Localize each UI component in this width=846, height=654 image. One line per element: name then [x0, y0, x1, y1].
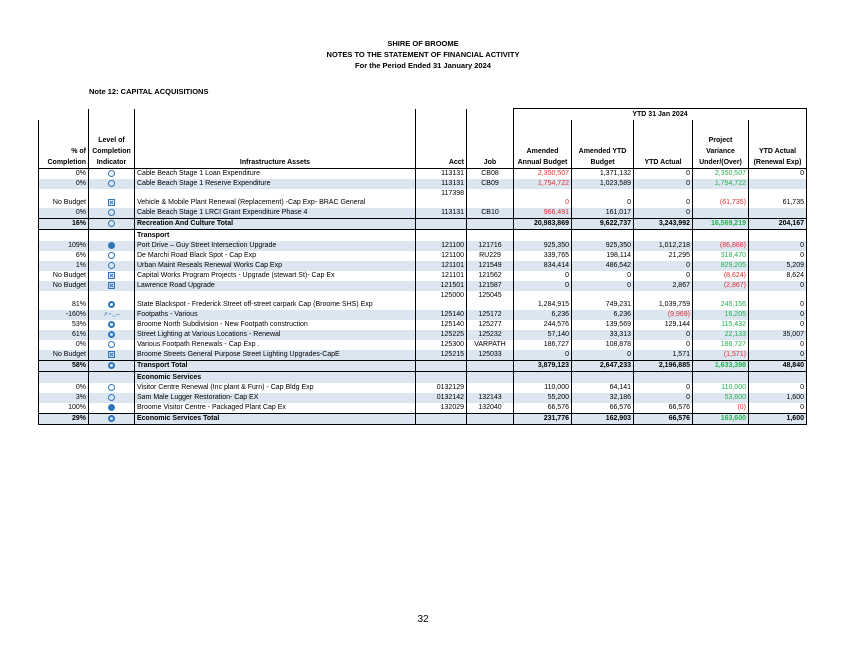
- job-code: [467, 189, 514, 208]
- renewal-exp: 0: [749, 350, 807, 361]
- renewal-exp: 0: [749, 383, 807, 393]
- variance: (86,868): [693, 241, 749, 251]
- completion-pct: 6%: [39, 251, 89, 261]
- acct-code: 125140: [416, 310, 467, 320]
- acct-code: 132029: [416, 403, 467, 414]
- amended-budget: 1,754,722: [514, 179, 572, 189]
- level-indicator: [89, 271, 135, 281]
- renewal-exp: 48,840: [749, 361, 807, 372]
- note-title: Note 12: CAPITAL ACQUISITIONS: [89, 87, 209, 96]
- dot-circle-icon: [108, 321, 115, 328]
- job-code: 125045: [467, 291, 514, 310]
- dot-circle-icon: [108, 415, 115, 422]
- level-indicator: [89, 393, 135, 403]
- table-row: [39, 350, 807, 361]
- col-ytd-budget: Amended YTD Budget: [572, 120, 634, 169]
- level-indicator: [89, 383, 135, 393]
- col-acct: Acct: [416, 120, 467, 169]
- ytd-budget: 749,231: [572, 291, 634, 310]
- table-row: [39, 179, 807, 189]
- amended-budget: 339,765: [514, 251, 572, 261]
- dot-circle-icon: [108, 301, 115, 308]
- job-code: 125232: [467, 330, 514, 340]
- empty-circle-icon: [108, 384, 115, 391]
- ytd-actual: 2,867: [634, 281, 693, 291]
- acct-code: [416, 219, 467, 230]
- table-row: [39, 241, 807, 251]
- renewal-exp: 204,167: [749, 219, 807, 230]
- job-code: CB08: [467, 169, 514, 180]
- ytd-budget: 32,186: [572, 393, 634, 403]
- acct-code: 125140: [416, 320, 467, 330]
- table-row: [39, 330, 807, 340]
- amended-budget: 244,576: [514, 320, 572, 330]
- job-code: [467, 383, 514, 393]
- ytd-actual: (9,969): [634, 310, 693, 320]
- ytd-actual: 66,576: [634, 414, 693, 425]
- acct-code: 0132129: [416, 383, 467, 393]
- ytd-actual: 129,144: [634, 320, 693, 330]
- job-code: 125172: [467, 310, 514, 320]
- asset-name: State Blackspot - Frederick Street off-street carpark Cap (Broome SHS) Exp: [135, 291, 416, 310]
- col-asset: Infrastructure Assets: [135, 120, 416, 169]
- empty-circle-icon: [108, 220, 115, 227]
- level-indicator: [89, 189, 135, 208]
- variance: (1,571): [693, 350, 749, 361]
- amended-budget: 925,350: [514, 241, 572, 251]
- ytd-actual: 0: [634, 208, 693, 219]
- column-header-row: [39, 120, 807, 169]
- variance: 1,754,722: [693, 179, 749, 189]
- job-code: 121716: [467, 241, 514, 251]
- renewal-exp: 0: [749, 169, 807, 180]
- renewal-exp: 1,600: [749, 414, 807, 425]
- completion-pct: 0%: [39, 208, 89, 219]
- table-row: [39, 271, 807, 281]
- ytd-actual: 0: [634, 271, 693, 281]
- acct-code: [416, 414, 467, 425]
- completion-pct: No Budget: [39, 350, 89, 361]
- acct-code: 125215: [416, 350, 467, 361]
- level-indicator: [89, 219, 135, 230]
- asset-name: Recreation And Culture Total: [135, 219, 416, 230]
- acct-code: 113131: [416, 179, 467, 189]
- full-circle-icon: [108, 242, 115, 249]
- ytd-budget: 162,903: [572, 414, 634, 425]
- level-indicator: [89, 261, 135, 271]
- ytd-header-row: [39, 109, 807, 121]
- amended-budget: 186,727: [514, 340, 572, 350]
- completion-pct: 100%: [39, 403, 89, 414]
- ytd-actual: 0: [634, 383, 693, 393]
- report-title: NOTES TO THE STATEMENT OF FINANCIAL ACTIVITY: [326, 50, 520, 59]
- asset-name: Broome North Subdivision - New Footpath construction: [135, 320, 416, 330]
- ytd-budget: 486,542: [572, 261, 634, 271]
- acct-code: 121100: [416, 241, 467, 251]
- amended-budget: 834,414: [514, 261, 572, 271]
- ytd-budget: 0: [572, 271, 634, 281]
- ytd-budget: 0: [572, 189, 634, 208]
- ytd-budget: 161,017: [572, 208, 634, 219]
- asset-name: Lawrence Road Upgrade: [135, 281, 416, 291]
- amended-budget: 20,983,869: [514, 219, 572, 230]
- ytd-budget: 139,569: [572, 320, 634, 330]
- asset-name: Footpaths - Various: [135, 310, 416, 320]
- col-pct: % of Completion: [39, 120, 89, 169]
- asset-name: Visitor Centre Renewal (Inc plant & Furn) - Cap Bldg Exp: [135, 383, 416, 393]
- report-period: For the Period Ended 31 January 2024: [355, 61, 491, 70]
- empty-circle-icon: [108, 341, 115, 348]
- level-indicator: [89, 281, 135, 291]
- transport-heading-row: [39, 230, 807, 242]
- variance: 53,600: [693, 393, 749, 403]
- job-code: 132040: [467, 403, 514, 414]
- capital-acquisitions-table: [38, 108, 807, 425]
- col-amended: Amended Annual Budget: [514, 120, 572, 169]
- completion-pct: 81%: [39, 291, 89, 310]
- acct-code: 125000: [416, 291, 467, 310]
- job-code: 125277: [467, 320, 514, 330]
- asset-name: Economic Services Total: [135, 414, 416, 425]
- level-indicator: [89, 403, 135, 414]
- renewal-exp: 0: [749, 251, 807, 261]
- completion-pct: 0%: [39, 340, 89, 350]
- renewal-exp: 8,624: [749, 271, 807, 281]
- table-row: [39, 291, 807, 310]
- asset-name: Vehicle & Mobile Plant Renewal (Replacement) -Cap Exp- BRAC General: [135, 189, 416, 208]
- level-indicator: [89, 340, 135, 350]
- ytd-actual: 0: [634, 393, 693, 403]
- transport-heading: Transport: [135, 230, 416, 242]
- level-indicator: [89, 361, 135, 372]
- table-row: [39, 340, 807, 350]
- variance: 318,470: [693, 251, 749, 261]
- completion-pct: 0%: [39, 383, 89, 393]
- table-row: [39, 310, 807, 320]
- acct-code: 113131: [416, 169, 467, 180]
- completion-pct: 109%: [39, 241, 89, 251]
- ytd-budget: 9,622,737: [572, 219, 634, 230]
- job-code: 121587: [467, 281, 514, 291]
- asset-name: Transport Total: [135, 361, 416, 372]
- empty-circle-icon: [108, 252, 115, 259]
- ytd-actual: 2,196,885: [634, 361, 693, 372]
- acct-code: 121101: [416, 261, 467, 271]
- level-indicator: [89, 291, 135, 310]
- ytd-budget: 925,350: [572, 241, 634, 251]
- job-code: 125033: [467, 350, 514, 361]
- completion-pct: No Budget: [39, 271, 89, 281]
- job-code: 121549: [467, 261, 514, 271]
- ytd-actual: 0: [634, 179, 693, 189]
- level-indicator: [89, 320, 135, 330]
- acct-code: 117398: [416, 189, 467, 208]
- renewal-exp: 35,007: [749, 330, 807, 340]
- completion-pct: -160%: [39, 310, 89, 320]
- variance: 22,133: [693, 330, 749, 340]
- renewal-exp: 1,600: [749, 393, 807, 403]
- level-indicator: [89, 179, 135, 189]
- completion-pct: 53%: [39, 320, 89, 330]
- ytd-budget: 66,576: [572, 403, 634, 414]
- level-indicator: [89, 208, 135, 219]
- col-level: Level of Completion Indicator: [89, 120, 135, 169]
- ytd-budget: 0: [572, 281, 634, 291]
- asset-name: De Marchi Road Black Spot - Cap Exp: [135, 251, 416, 261]
- renewal-exp: 0: [749, 291, 807, 310]
- asset-name: Various Footpath Renewals - Cap Exp .: [135, 340, 416, 350]
- col-renewal: YTD Actual (Renewal Exp): [749, 120, 807, 169]
- ytd-actual: 1,039,759: [634, 291, 693, 310]
- amended-budget: 0: [514, 350, 572, 361]
- mixed-glyph-icon: ↗◔◡‒: [102, 312, 121, 318]
- acct-code: 121101: [416, 271, 467, 281]
- asset-name: Broome Streets General Purpose Street Lighting Upgrades-CapE: [135, 350, 416, 361]
- ytd-label: YTD 31 Jan 2024: [514, 109, 807, 121]
- variance: 186,727: [693, 340, 749, 350]
- empty-circle-icon: [108, 262, 115, 269]
- full-circle-icon: [108, 404, 115, 411]
- table-row: [39, 320, 807, 330]
- amended-budget: 66,576: [514, 403, 572, 414]
- crossed-box-icon: [108, 351, 115, 358]
- job-code: [467, 219, 514, 230]
- amended-budget: 231,776: [514, 414, 572, 425]
- col-ytd-actual: YTD Actual: [634, 120, 693, 169]
- empty-circle-icon: [108, 209, 115, 216]
- table-row: [39, 169, 807, 180]
- amended-budget: 0: [514, 281, 572, 291]
- renewal-exp: 0: [749, 281, 807, 291]
- ytd-budget: 64,141: [572, 383, 634, 393]
- total-row: [39, 219, 807, 230]
- acct-code: 125300: [416, 340, 467, 350]
- crossed-box-icon: [108, 199, 115, 206]
- table-row: [39, 261, 807, 271]
- renewal-exp: 0: [749, 320, 807, 330]
- variance: 110,000: [693, 383, 749, 393]
- level-indicator: [89, 241, 135, 251]
- completion-pct: 29%: [39, 414, 89, 425]
- variance: 115,432: [693, 320, 749, 330]
- acct-code: 125225: [416, 330, 467, 340]
- renewal-exp: 0: [749, 403, 807, 414]
- ytd-actual: 66,576: [634, 403, 693, 414]
- amended-budget: 0: [514, 271, 572, 281]
- completion-pct: 16%: [39, 219, 89, 230]
- variance: (0): [693, 403, 749, 414]
- table-row: [39, 393, 807, 403]
- ytd-budget: 2,647,233: [572, 361, 634, 372]
- ytd-budget: 1,023,589: [572, 179, 634, 189]
- renewal-exp: [749, 179, 807, 189]
- ytd-actual: 0: [634, 261, 693, 271]
- table-row: [39, 189, 807, 208]
- amended-budget: 966,491: [514, 208, 572, 219]
- job-code: 121562: [467, 271, 514, 281]
- renewal-exp: [749, 208, 807, 219]
- ytd-actual: 21,295: [634, 251, 693, 261]
- amended-budget: 6,236: [514, 310, 572, 320]
- dot-circle-icon: [108, 331, 115, 338]
- variance: 245,156: [693, 291, 749, 310]
- ytd-actual: 1,571: [634, 350, 693, 361]
- variance: [693, 208, 749, 219]
- completion-pct: No Budget: [39, 189, 89, 208]
- job-code: [467, 414, 514, 425]
- crossed-box-icon: [108, 282, 115, 289]
- variance: 2,350,507: [693, 169, 749, 180]
- completion-pct: 0%: [39, 169, 89, 180]
- amended-budget: 3,879,123: [514, 361, 572, 372]
- job-code: CB09: [467, 179, 514, 189]
- completion-pct: No Budget: [39, 281, 89, 291]
- asset-name: Urban Maint Reseals Renewal Works Cap Exp: [135, 261, 416, 271]
- ytd-actual: 0: [634, 330, 693, 340]
- ytd-budget: 0: [572, 350, 634, 361]
- acct-code: 121501: [416, 281, 467, 291]
- completion-pct: 61%: [39, 330, 89, 340]
- variance: (8,624): [693, 271, 749, 281]
- total-row: [39, 361, 807, 372]
- table-row: [39, 281, 807, 291]
- empty-circle-icon: [108, 394, 115, 401]
- table-row: [39, 208, 807, 219]
- ytd-budget: 6,236: [572, 310, 634, 320]
- completion-pct: 0%: [39, 179, 89, 189]
- table-row: [39, 383, 807, 393]
- acct-code: [416, 361, 467, 372]
- renewal-exp: 0: [749, 241, 807, 251]
- dot-circle-icon: [108, 362, 115, 369]
- renewal-exp: 0: [749, 340, 807, 350]
- level-indicator: [89, 310, 135, 320]
- crossed-box-icon: [108, 272, 115, 279]
- asset-name: Broome Visitor Centre - Packaged Plant Cap Ex: [135, 403, 416, 414]
- empty-circle-icon: [108, 180, 115, 187]
- ytd-budget: 108,878: [572, 340, 634, 350]
- variance: 1,633,398: [693, 361, 749, 372]
- renewal-exp: 5,209: [749, 261, 807, 271]
- economic-heading-row: [39, 372, 807, 384]
- amended-budget: 1,284,915: [514, 291, 572, 310]
- completion-pct: 58%: [39, 361, 89, 372]
- job-code: 132143: [467, 393, 514, 403]
- variance: 163,600: [693, 414, 749, 425]
- job-code: CB10: [467, 208, 514, 219]
- renewal-exp: 0: [749, 310, 807, 320]
- job-code: [467, 361, 514, 372]
- asset-name: Capital Works Program Projects - Upgrade (stewart St)- Cap Ex: [135, 271, 416, 281]
- job-code: RU229: [467, 251, 514, 261]
- amended-budget: 57,140: [514, 330, 572, 340]
- acct-code: 121100: [416, 251, 467, 261]
- asset-name: Street Lighting at Various Locations - Renewal: [135, 330, 416, 340]
- amended-budget: 2,350,507: [514, 169, 572, 180]
- job-code: VARPATH: [467, 340, 514, 350]
- empty-circle-icon: [108, 170, 115, 177]
- ytd-budget: 198,114: [572, 251, 634, 261]
- variance: (61,735): [693, 189, 749, 208]
- table-row: [39, 251, 807, 261]
- level-indicator: [89, 330, 135, 340]
- completion-pct: 1%: [39, 261, 89, 271]
- ytd-actual: 0: [634, 189, 693, 208]
- asset-name: Port Drive – Guy Street Intersection Upgrade: [135, 241, 416, 251]
- asset-name: Cable Beach Stage 1 Loan Expenditure: [135, 169, 416, 180]
- economic-heading: Economic Services: [135, 372, 416, 384]
- acct-code: 113131: [416, 208, 467, 219]
- col-variance: Project Variance Under/(Over): [693, 120, 749, 169]
- asset-name: Sam Male Lugger Restoration- Cap EX: [135, 393, 416, 403]
- col-job: Job: [467, 120, 514, 169]
- ytd-actual: 3,243,992: [634, 219, 693, 230]
- asset-name: Cable Beach Stage 1 Reserve Expenditure: [135, 179, 416, 189]
- renewal-exp: 61,735: [749, 189, 807, 208]
- ytd-budget: 33,313: [572, 330, 634, 340]
- variance: 829,205: [693, 261, 749, 271]
- level-indicator: [89, 169, 135, 180]
- amended-budget: 0: [514, 189, 572, 208]
- amended-budget: 110,000: [514, 383, 572, 393]
- level-indicator: [89, 414, 135, 425]
- page-number: 32: [417, 614, 429, 625]
- asset-name: Cable Beach Stage 1 LRCI Grant Expenditure Phase 4: [135, 208, 416, 219]
- amended-budget: 55,200: [514, 393, 572, 403]
- level-indicator: [89, 251, 135, 261]
- variance: 16,205: [693, 310, 749, 320]
- level-indicator: [89, 350, 135, 361]
- ytd-actual: 1,012,218: [634, 241, 693, 251]
- total-row: [39, 414, 807, 425]
- variance: (2,867): [693, 281, 749, 291]
- completion-pct: 3%: [39, 393, 89, 403]
- acct-code: 0132142: [416, 393, 467, 403]
- ytd-actual: 0: [634, 169, 693, 180]
- table-row: [39, 403, 807, 414]
- ytd-budget: 1,371,132: [572, 169, 634, 180]
- variance: 16,569,219: [693, 219, 749, 230]
- report-org: SHIRE OF BROOME: [387, 39, 459, 48]
- ytd-actual: 0: [634, 340, 693, 350]
